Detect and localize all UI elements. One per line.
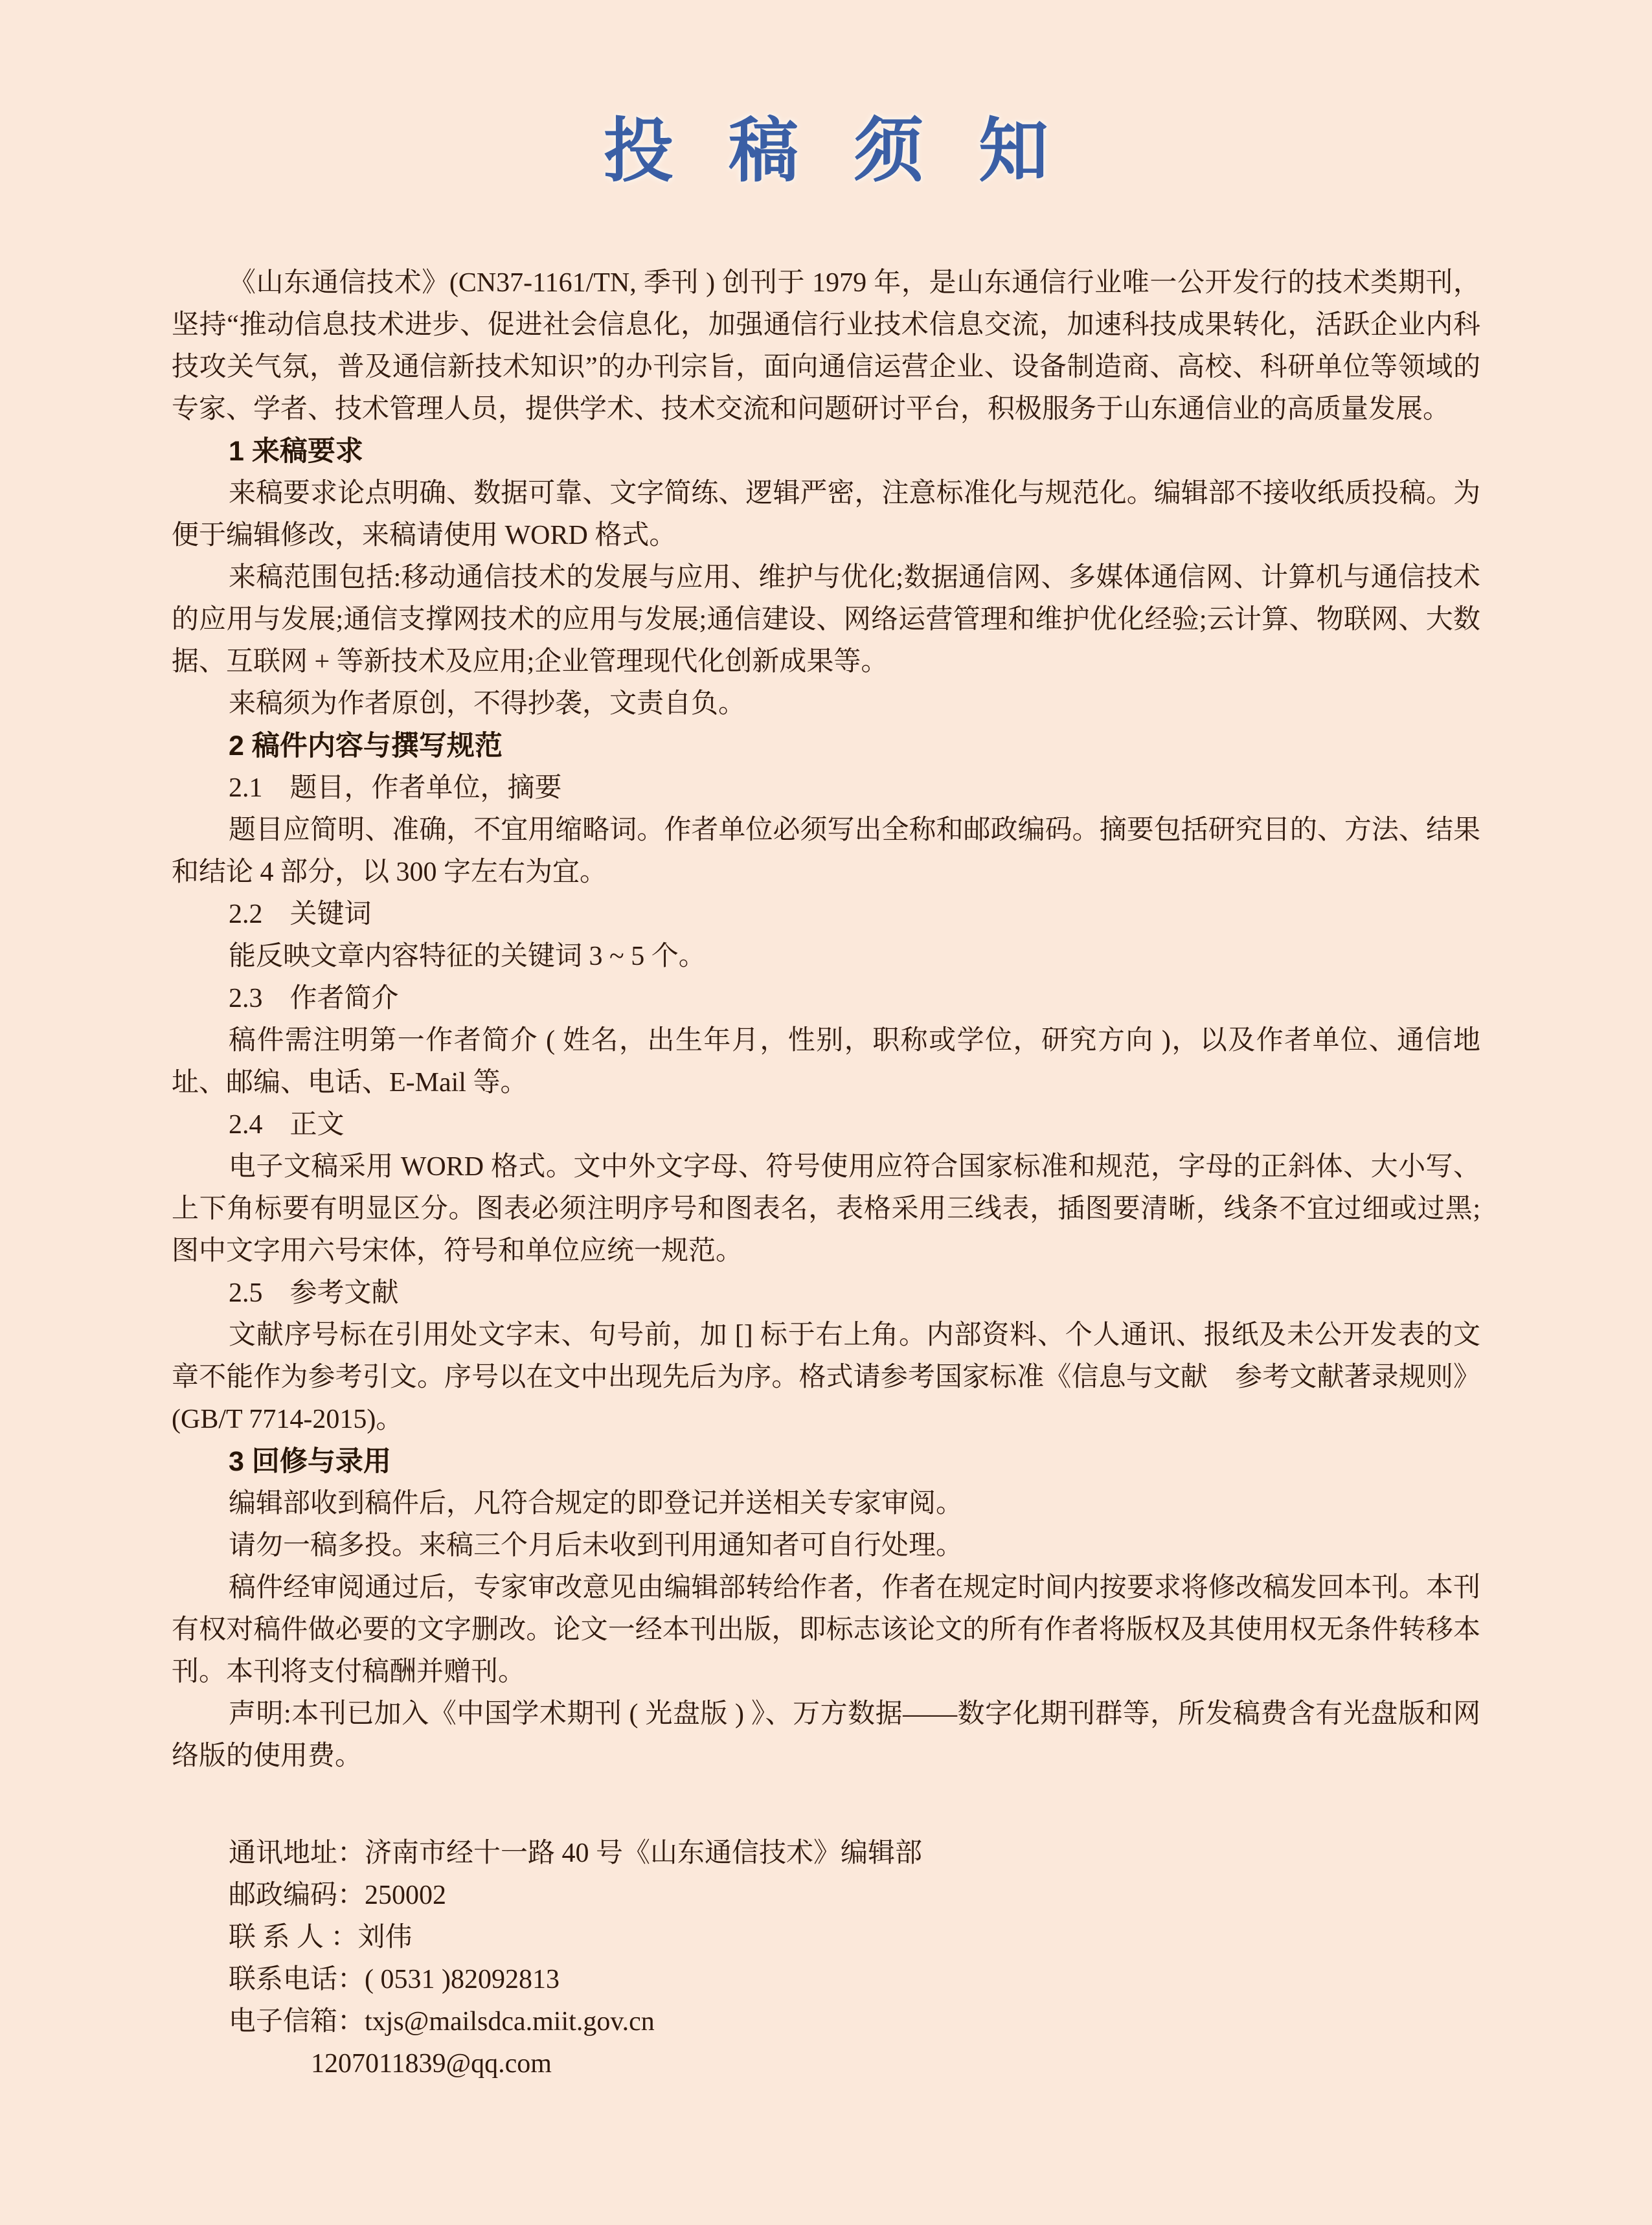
paragraph-review-registration: 编辑部收到稿件后，凡符合规定的即登记并送相关专家审阅。 [229,1489,964,1519]
contact-email-secondary: 1207011839@qq.com [311,2049,552,2079]
contact-person: 联 系 人 ：刘伟 [229,1923,413,1952]
subsection-heading-2-1: 2.1 题目，作者单位，摘要 [229,773,562,803]
contact-phone: 联系电话：( 0531 )82092813 [229,1965,560,1994]
paragraph-no-multiple-submission: 请勿一稿多投。来稿三个月后未收到刊用通知者可自行处理。 [229,1531,964,1561]
subsection-heading-2-3: 2.3 作者简介 [229,984,399,1013]
paragraph-revision-copyright: 稿件经审阅通过后，专家审改意见由编辑部转给作者，作者在规定时间内按要求将修改稿发回本刊。本刊有权对稿件做必要的文字删改。论文一经本刊出版，即标志该论文的所有作者将版权及其使用权无条件转移本刊。本刊将支付稿酬并赠刊。 [172,1573,1480,1687]
subsection-heading-2-5: 2.5 参考文献 [229,1278,399,1308]
subsection-heading-2-4: 2.4 正文 [229,1110,345,1140]
paragraph-database-statement: 声明:本刊已加入《中国学术期刊 ( 光盘版 ) 》、万方数据——数字化期刊群等，所发稿费含有光盘版和网络版的使用费。 [172,1699,1480,1771]
contact-address: 通讯地址：济南市经十一路 40 号《山东通信技术》编辑部 [229,1838,923,1868]
paragraph-originality: 来稿须为作者原创，不得抄袭，文责自负。 [229,689,746,719]
contact-postcode: 邮政编码：250002 [229,1881,447,1910]
intro-paragraph: 《山东通信技术》(CN37-1161/TN, 季刊 ) 创刊于 1979 年，是山东通信行业唯一公开发行的技术类期刊，坚持“推动信息技术进步、促进社会信息化，加强通信行业技术信息交流，加速科技成果转化，活跃企业内科技攻关气氛，普及通信新技术知识”的办刊宗旨，面向通信运营企业、设备制造商、高校、科研单位等领域的专家、学者、技术管理人员，提供学术、技术交流和问题研讨平台，积极服务于山东通信业的高质量发展。 [172,268,1480,424]
paragraph-keywords: 能反映文章内容特征的关键词 3 ~ 5 个。 [229,942,706,971]
document-body [172,262,1480,1778]
contact-email-primary: 电子信箱：txjs@mailsdca.miit.gov.cn [229,2007,655,2037]
section-heading-1: 1 来稿要求 [229,436,363,467]
section-heading-2: 2 稿件内容与撰写规范 [229,730,503,762]
section-heading-3: 3 回修与录用 [229,1446,391,1477]
paragraph-main-text-rules: 电子文稿采用 WORD 格式。文中外文字母、符号使用应符合国家标准和规范，字母的正斜体、大小写、上下角标要有明显区分。图表必须注明序号和图表名，表格采用三线表，插图要清晰，线条不宜过细或过黑;图中文字用六号宋体，符号和单位应统一规范。 [172,1152,1480,1266]
paragraph-author-bio: 稿件需注明第一作者简介 ( 姓名，出生年月，性别，职称或学位，研究方向 )，以及作者单位、通信地址、邮编、电话、E-Mail 等。 [172,1026,1480,1098]
paragraph-title-abstract: 题目应简明、准确，不宜用缩略词。作者单位必须写出全称和邮政编码。摘要包括研究目的、方法、结果和结论 4 部分，以 300 字左右为宜。 [172,815,1480,887]
page-title: 投稿须知 [603,113,1103,190]
paragraph-references-rules: 文献序号标在引用处文字末、句号前，加 [] 标于右上角。内部资料、个人通讯、报纸及未公开发表的文章不能作为参考引文。序号以在文中出现先后为序。格式请参考国家标准《信息与文献 参考文献著录规则》(GB/T 7714-2015)。 [172,1320,1480,1434]
subsection-heading-2-2: 2.2 关键词 [229,899,372,929]
contact-block [172,1833,1480,2085]
paragraph-submission-scope: 来稿范围包括:移动通信技术的发展与应用、维护与优化;数据通信网、多媒体通信网、计算机与通信技术的应用与发展;通信支撑网技术的应用与发展;通信建设、网络运营管理和维护优化经验;云计算、物联网、大数据、互联网 + 等新技术及应用;企业管理现代化创新成果等。 [172,563,1480,677]
paragraph-submission-requirements: 来稿要求论点明确、数据可靠、文字简练、逻辑严密，注意标准化与规范化。编辑部不接收纸质投稿。为便于编辑修改，来稿请使用 WORD 格式。 [172,479,1480,550]
